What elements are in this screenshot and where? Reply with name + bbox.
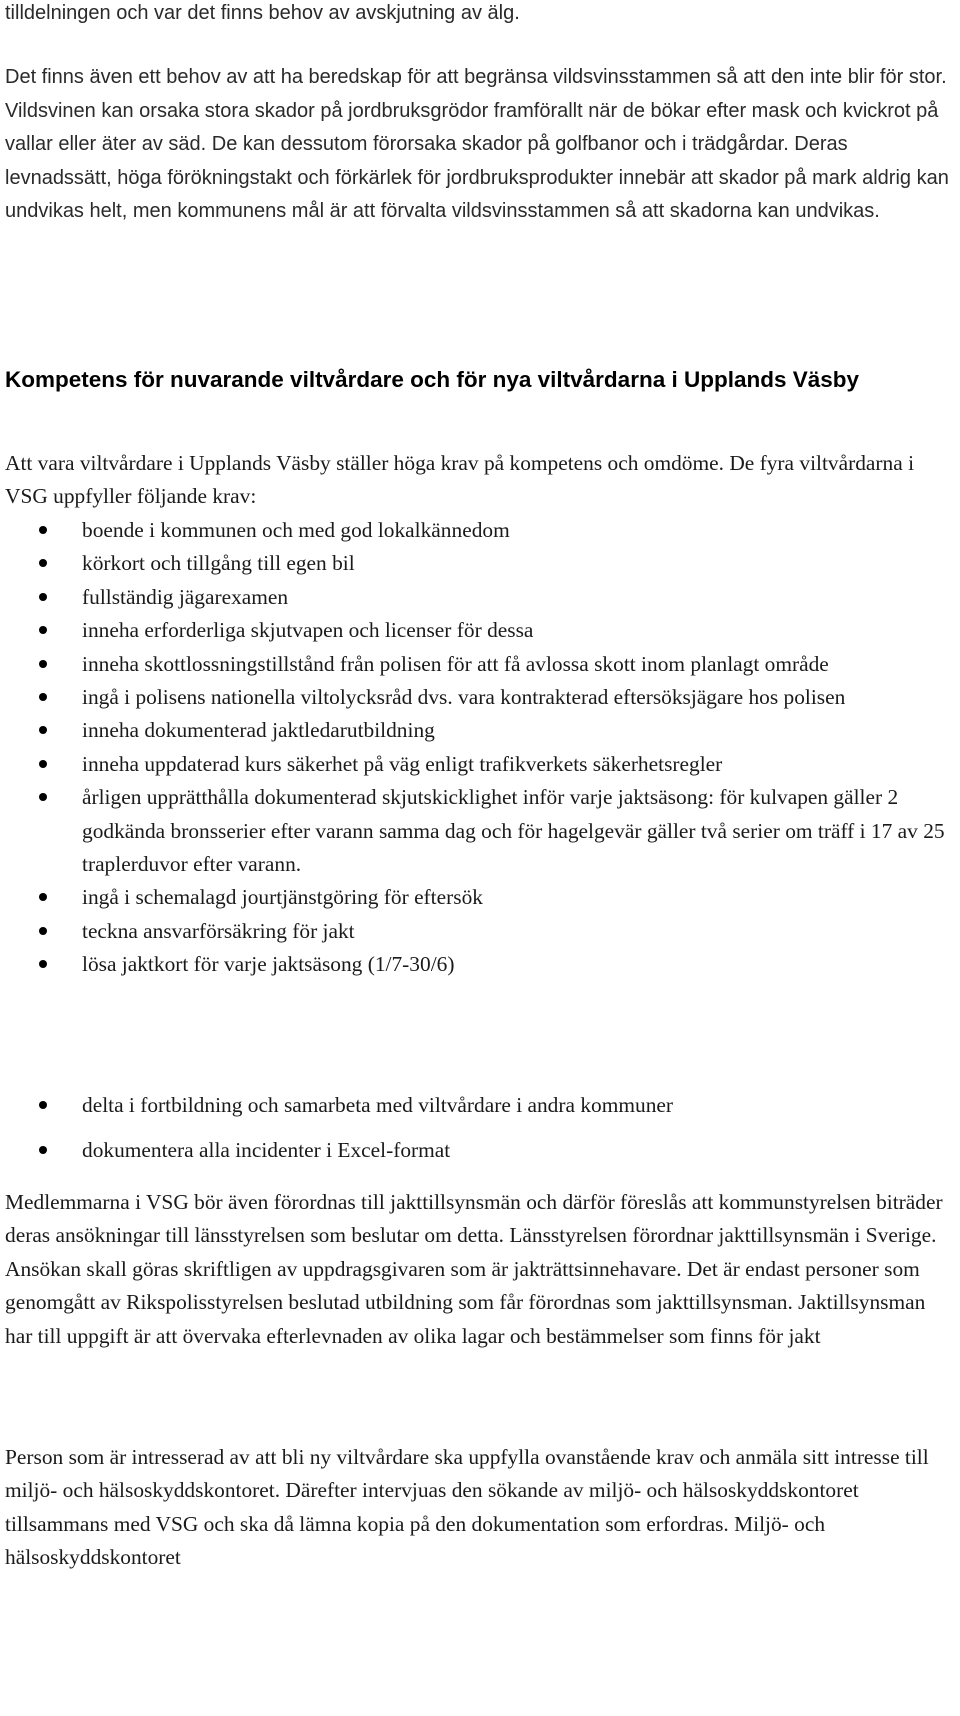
bullet-icon bbox=[39, 760, 47, 768]
list-item: dokumentera alla incidenter i Excel-format bbox=[0, 1134, 950, 1167]
bullet-icon bbox=[39, 726, 47, 734]
list-item: årligen upprätthålla dokumenterad skjutskicklighet inför varje jaktsäsong: för kulvapen gäller 2 godkända bronsserier efter varann samma dag och för hagelgevär gäller två serier om träff i 17 av 25 traplerduvor efter varann. bbox=[0, 781, 950, 881]
section-lead-paragraph: Att vara viltvårdare i Upplands Väsby ställer höga krav på kompetens och omdöme. De fyra viltvårdarna i VSG uppfyller följande krav: bbox=[5, 451, 915, 509]
list-item: delta i fortbildning och samarbeta med viltvårdare i andra kommuner bbox=[0, 1089, 950, 1122]
extra-requirements-list bbox=[0, 1089, 950, 1168]
bullet-icon bbox=[39, 559, 47, 567]
wild-boar-paragraph: Det finns även ett behov av att ha beredskap för att begränsa vildsvinsstammen så att den inte blir för stor. Vildsvinen kan orsaka stora skador på jordbruksgrödor framförallt när de bökar efter mask och kvickrot på vallar eller äter av säd. De kan dessutom förorsaka skador på golfbanor och i trädgårdar. Deras levnadssätt, höga förökningstakt och förkärlek för jordbruksprodukter innebär att skador på mark aldrig kan undvikas helt, men kommunens mål är att förvalta vildsvinsstammen så att skadorna kan undvikas. bbox=[5, 66, 949, 223]
list-item: inneha erforderliga skjutvapen och licenser för dessa bbox=[0, 614, 950, 647]
bullet-icon bbox=[39, 660, 47, 668]
list-item: körkort och tillgång till egen bil bbox=[0, 547, 950, 580]
list-item: lösa jaktkort för varje jaktsäsong (1/7-30/6) bbox=[0, 948, 950, 981]
bullet-icon bbox=[39, 927, 47, 935]
bullet-icon bbox=[39, 1101, 47, 1109]
list-item: ingå i schemalagd jourtjänstgöring för eftersök bbox=[0, 881, 950, 914]
bullet-icon bbox=[39, 793, 47, 801]
intro-closing-line: tilldelningen och var det finns behov av avskjutning av älg. bbox=[5, 2, 520, 24]
bullet-icon bbox=[39, 593, 47, 601]
list-item: teckna ansvarförsäkring för jakt bbox=[0, 915, 950, 948]
bullet-icon bbox=[39, 893, 47, 901]
list-item: ingå i polisens nationella viltolycksråd dvs. vara kontrakterad eftersöksjägare hos polisen bbox=[0, 681, 950, 714]
bullet-icon bbox=[39, 526, 47, 534]
new-applicant-paragraph: Person som är intresserad av att bli ny viltvårdare ska uppfylla ovanstående krav och anmäla sitt intresse till miljö- och hälsoskyddskontoret. Därefter intervjuas den sökande av miljö- och hälsoskyddskontoret tillsammans med VSG och ska då lämna kopia på den dokumentation som erfordras. Miljö- och hälsoskyddskontoret bbox=[5, 1445, 929, 1570]
list-item: inneha skottlossningstillstånd från polisen för att få avlossa skott inom planlagt område bbox=[0, 648, 950, 681]
section-heading: Kompetens för nuvarande viltvårdare och för nya viltvårdarna i Upplands Väsby bbox=[5, 367, 860, 392]
members-paragraph: Medlemmarna i VSG bör även förordnas till jakttillsynsmän och därför föreslås att kommunstyrelsen biträder deras ansökningar till länsstyrelsen som beslutar om detta. Länsstyrelsen förordnar jakttillsynsmän i Sverige. Ansökan skall göras skriftligen av uppdragsgivaren som är jakträttsinnehavare. Det är endast personer som genomgått av Rikspolisstyrelsen beslutad utbildning som får förordnas som jakttillsynsman. Jaktillsynsman har till uppgift är att övervaka efterlevnaden av olika lagar och bestämmelser som finns för jakt bbox=[5, 1190, 943, 1348]
list-item: inneha dokumenterad jaktledarutbildning bbox=[0, 714, 950, 747]
list-item: inneha uppdaterad kurs säkerhet på väg enligt trafikverkets säkerhetsregler bbox=[0, 748, 950, 781]
list-item: fullständig jägarexamen bbox=[0, 581, 950, 614]
requirements-list bbox=[0, 514, 950, 982]
bullet-icon bbox=[39, 693, 47, 701]
bullet-icon bbox=[39, 960, 47, 968]
bullet-icon bbox=[39, 626, 47, 634]
list-item: boende i kommunen och med god lokalkännedom bbox=[0, 514, 950, 547]
bullet-icon bbox=[39, 1146, 47, 1154]
